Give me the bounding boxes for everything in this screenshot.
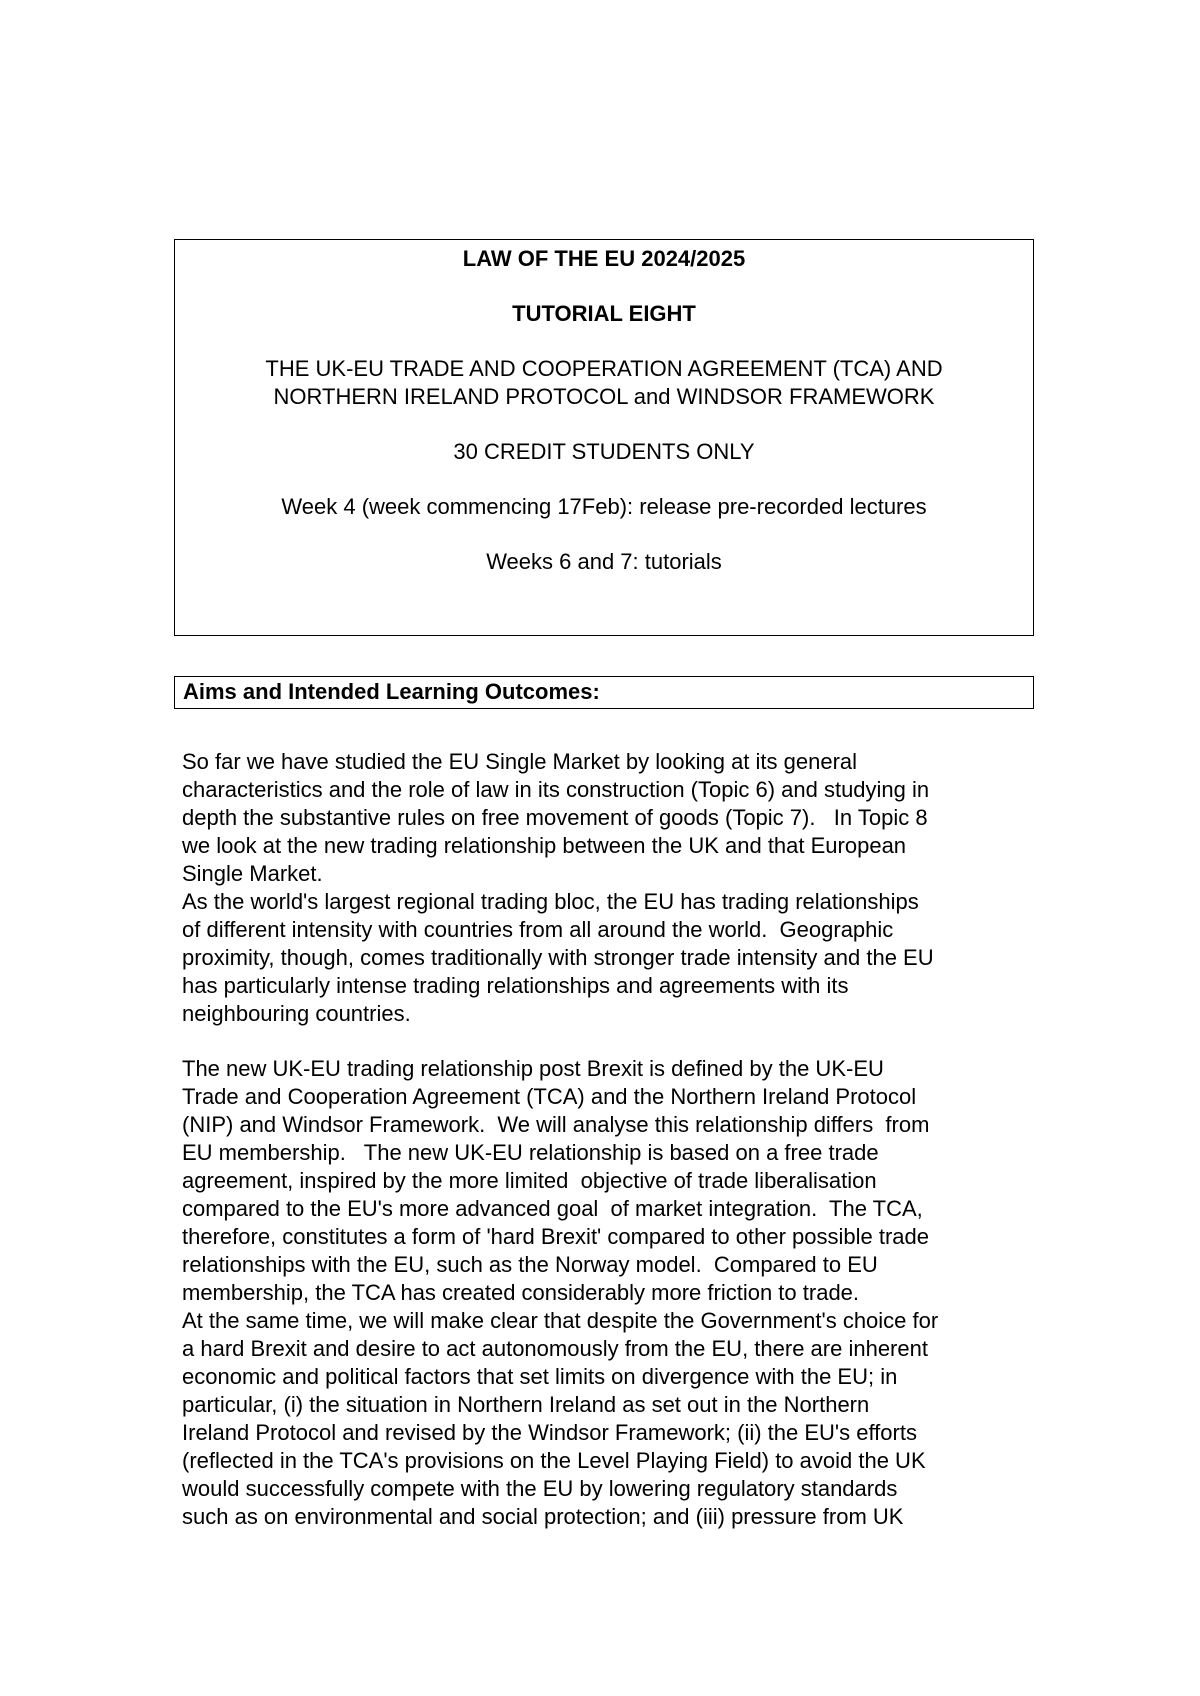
tutorial-title: TUTORIAL EIGHT (512, 301, 696, 326)
text-line: As the world's largest regional trading bloc, the EU has trading relationships (182, 889, 919, 914)
paragraph-2 (182, 888, 1042, 1028)
text-line: Ireland Protocol and revised by the Windsor Framework; (ii) the EU's efforts (182, 1420, 917, 1445)
text-line: such as on environmental and social protection; and (iii) pressure from UK (182, 1504, 904, 1529)
text-line: EU membership. The new UK-EU relationship is based on a free trade (182, 1140, 879, 1165)
topic-title (175, 355, 1033, 411)
release-schedule: Week 4 (week commencing 17Feb): release pre-recorded lectures (281, 494, 927, 519)
text-line: Trade and Cooperation Agreement (TCA) and the Northern Ireland Protocol (182, 1084, 917, 1109)
text-line: neighbouring countries. (182, 1001, 411, 1026)
text-line: agreement, inspired by the more limited objective of trade liberalisation (182, 1168, 877, 1193)
text-line: membership, the TCA has created considerably more friction to trade. (182, 1280, 860, 1305)
text-line: characteristics and the role of law in its construction (Topic 6) and studying in (182, 777, 930, 802)
text-line: The new UK-EU trading relationship post Brexit is defined by the UK-EU (182, 1056, 884, 1081)
text-line: At the same time, we will make clear that despite the Government's choice for (182, 1308, 939, 1333)
text-line: Single Market. (182, 861, 323, 886)
paragraph-1 (182, 748, 1042, 888)
tutorial-schedule: Weeks 6 and 7: tutorials (486, 549, 722, 574)
text-line: So far we have studied the EU Single Market by looking at its general (182, 749, 858, 774)
text-line: has particularly intense trading relationships and agreements with its (182, 973, 849, 998)
topic-title-line-2: NORTHERN IRELAND PROTOCOL and WINDSOR FRAMEWORK (273, 384, 935, 409)
text-line: would successfully compete with the EU by lowering regulatory standards (182, 1476, 898, 1501)
text-line: compared to the EU's more advanced goal of market integration. The TCA, (182, 1196, 923, 1221)
text-line: relationships with the EU, such as the Norway model. Compared to EU (182, 1252, 878, 1277)
text-line: (NIP) and Windsor Framework. We will analyse this relationship differs from (182, 1112, 930, 1137)
text-line: proximity, though, comes traditionally with stronger trade intensity and the EU (182, 945, 934, 970)
title-box (174, 239, 1034, 636)
body-text (182, 748, 1042, 1531)
text-line: (reflected in the TCA's provisions on the Level Playing Field) to avoid the UK (182, 1448, 926, 1473)
topic-title-line-1: THE UK-EU TRADE AND COOPERATION AGREEMENT (TCA) AND (265, 356, 943, 381)
text-line: particular, (i) the situation in Northern Ireland as set out in the Northern (182, 1392, 870, 1417)
text-line: we look at the new trading relationship between the UK and that European (182, 833, 907, 858)
text-line: economic and political factors that set limits on divergence with the EU; in (182, 1364, 898, 1389)
aims-heading: Aims and Intended Learning Outcomes: (174, 676, 1034, 709)
text-line: a hard Brexit and desire to act autonomously from the EU, there are inherent (182, 1336, 928, 1361)
paragraph-gap (182, 1028, 1042, 1055)
course-title: LAW OF THE EU 2024/2025 (462, 246, 746, 271)
text-line: depth the substantive rules on free movement of goods (Topic 7). In Topic 8 (182, 805, 928, 830)
paragraph-3 (182, 1055, 1042, 1307)
text-line: of different intensity with countries from all around the world. Geographic (182, 917, 894, 942)
audience-note: 30 CREDIT STUDENTS ONLY (453, 439, 755, 464)
paragraph-4 (182, 1307, 1042, 1531)
text-line: therefore, constitutes a form of 'hard Brexit' compared to other possible trade (182, 1224, 930, 1249)
